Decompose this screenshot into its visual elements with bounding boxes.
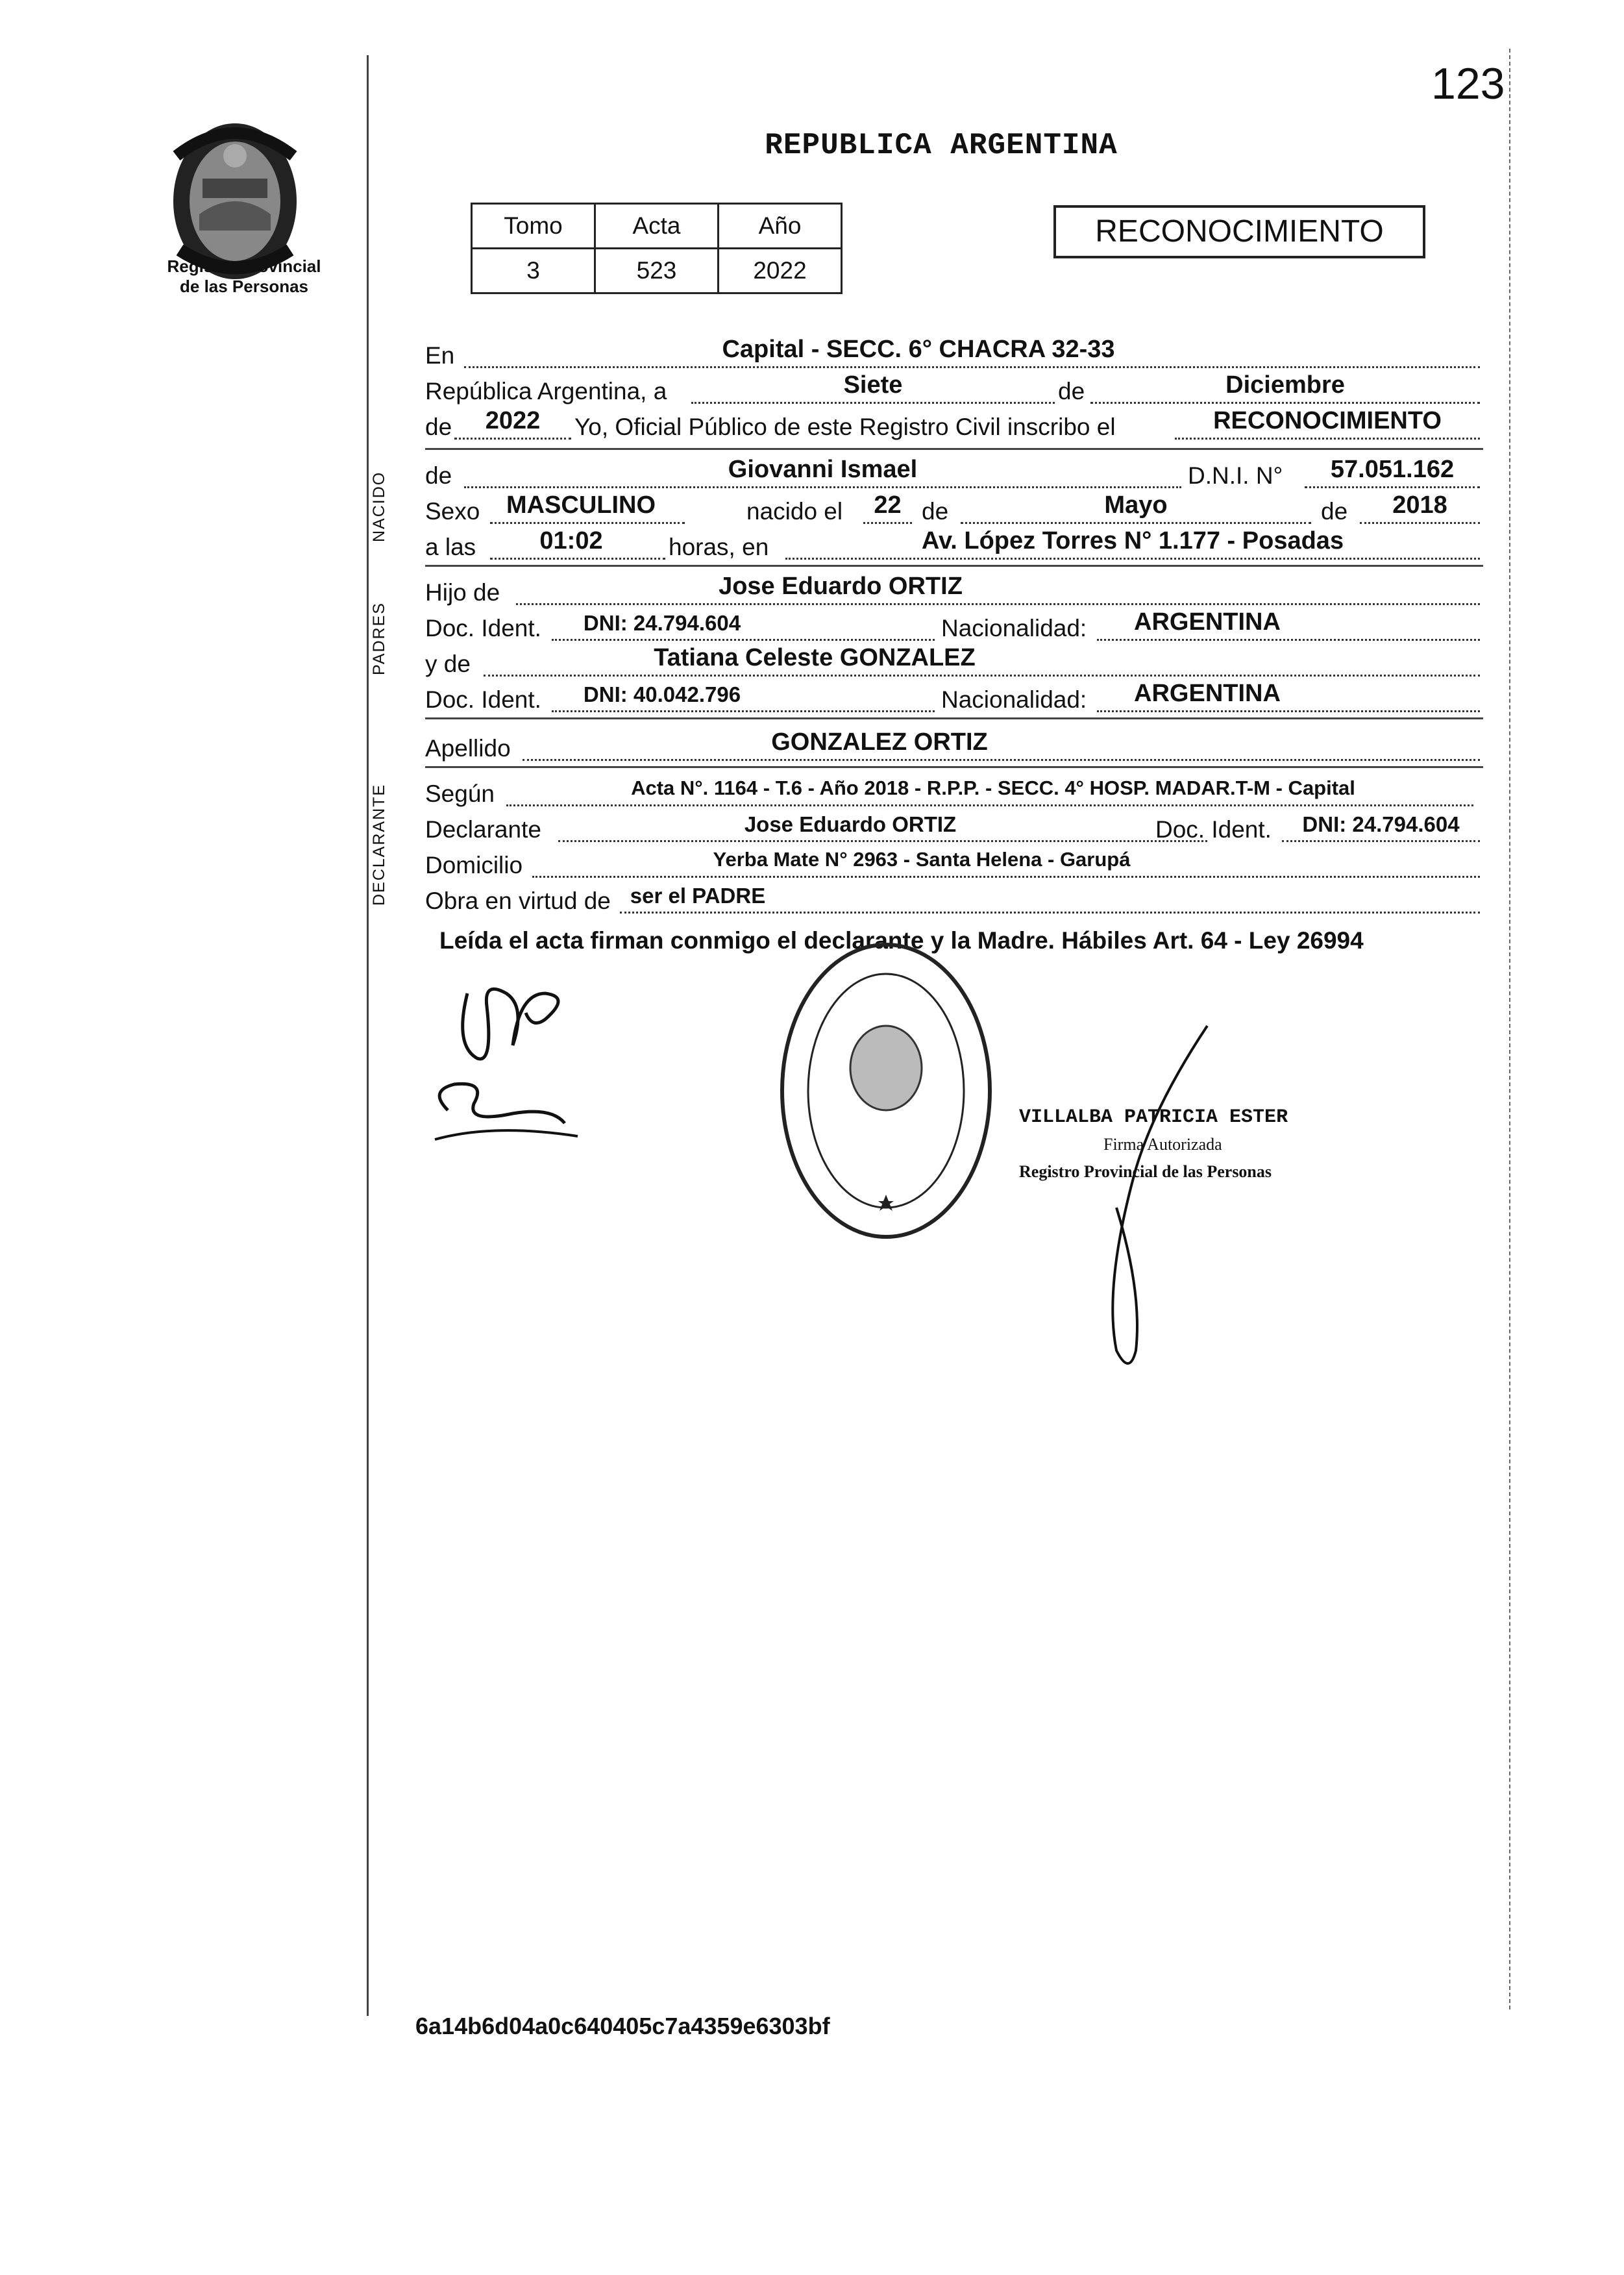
officer-role: Firma Autorizada	[1103, 1135, 1222, 1154]
birth-place-value: Av. López Torres N° 1.177 - Posadas	[921, 527, 1344, 554]
apellido-label: Apellido	[425, 735, 511, 762]
document-hash: 6a14b6d04a0c640405c7a4359e6303bf	[415, 2013, 830, 2039]
tomo-header: Tomo	[472, 204, 595, 249]
a-las-label: a las	[425, 534, 476, 560]
dots	[1175, 438, 1480, 440]
dni-label: D.N.I. N°	[1188, 462, 1283, 489]
sexo-value: MASCULINO	[506, 491, 656, 519]
registry-caption	[147, 256, 341, 297]
row-child-name	[425, 454, 1480, 491]
dots	[1305, 486, 1480, 488]
dots	[558, 840, 1207, 842]
acta-value: 523	[595, 249, 719, 293]
de-label: de	[1321, 498, 1348, 525]
domicilio-label: Domicilio	[425, 852, 523, 878]
dots	[490, 522, 685, 524]
row-declarante	[425, 808, 1480, 845]
nacionalidad-label: Nacionalidad:	[941, 615, 1087, 641]
reference-value-row	[472, 249, 842, 293]
document-type-box: RECONOCIMIENTO	[1053, 205, 1425, 258]
dots	[532, 876, 1480, 878]
declarante-label: Declarante	[425, 816, 541, 843]
section-divider	[425, 717, 1483, 719]
doc-ident-label: Doc. Ident.	[425, 686, 541, 713]
registry-line2: de las Personas	[180, 277, 308, 296]
sexo-label: Sexo	[425, 498, 480, 525]
dots	[620, 912, 1480, 914]
section-divider	[425, 565, 1483, 567]
obra-label: Obra en virtud de	[425, 888, 611, 914]
row-sex-birth	[425, 490, 1480, 527]
segun-value: Acta N°. 1164 - T.6 - Año 2018 - R.P.P. - SECC. 4° HOSP. MADAR.T-M - Capital	[631, 777, 1355, 799]
doc-ident-label: Doc. Ident.	[425, 615, 541, 641]
day-value: Siete	[843, 371, 903, 399]
birth-day-value: 22	[874, 491, 902, 519]
acta-header: Acta	[595, 204, 719, 249]
obra-value: ser el PADRE	[630, 884, 766, 908]
mother-name-value: Tatiana Celeste GONZALEZ	[654, 644, 976, 671]
row-mother	[425, 643, 1480, 679]
row-surname	[425, 727, 1480, 764]
row-act	[425, 406, 1480, 442]
dots	[785, 558, 1480, 560]
hijo-label: Hijo de	[425, 579, 500, 606]
dots	[464, 486, 1181, 488]
row-place	[425, 334, 1480, 371]
anio-header: Año	[719, 204, 842, 249]
dots	[506, 804, 1473, 806]
official-stamp	[776, 938, 996, 1243]
mother-nationality-value: ARGENTINA	[1134, 680, 1281, 707]
doc-ident-label: Doc. Ident.	[1155, 816, 1272, 843]
segun-label: Según	[425, 780, 495, 807]
child-dni-value: 57.051.162	[1330, 456, 1455, 483]
dots	[961, 522, 1311, 524]
father-doc-value: DNI: 24.794.604	[583, 611, 741, 635]
officer-name: VILLALBA PATRICIA ESTER	[1019, 1106, 1288, 1128]
reference-header-row	[472, 204, 842, 249]
closing-statement: Leída el acta firman conmigo el declarante y la Madre. Hábiles Art. 64 - Ley 26994	[439, 927, 1364, 954]
dots	[863, 522, 912, 524]
yo-label: Yo, Oficial Público de este Registro Civil inscribo el	[574, 414, 1116, 440]
row-domicilio	[425, 844, 1480, 880]
surname-value: GONZALEZ ORTIZ	[771, 728, 988, 756]
page-number: 123	[1431, 59, 1505, 108]
year-value: 2022	[485, 407, 541, 434]
act-value: RECONOCIMIENTO	[1213, 407, 1442, 434]
nacionalidad-label: Nacionalidad:	[941, 686, 1087, 713]
en-label: En	[425, 342, 455, 369]
dots	[1282, 840, 1480, 842]
dots	[516, 603, 1480, 605]
dots	[552, 639, 935, 641]
row-mother-doc	[425, 678, 1480, 715]
dots	[552, 710, 935, 712]
signature-left	[415, 967, 597, 1162]
dots	[523, 759, 1480, 761]
birth-month-value: Mayo	[1104, 491, 1168, 519]
de-label: de	[425, 414, 452, 440]
birth-year-value: 2018	[1392, 491, 1447, 519]
child-name-value: Giovanni Ismael	[728, 456, 918, 483]
domicilio-value: Yerba Mate N° 2963 - Santa Helena - Garupá	[713, 848, 1131, 871]
nacido-section-label: NACIDO	[370, 471, 388, 542]
horas-label: horas, en	[669, 534, 769, 560]
right-margin-line	[1509, 49, 1510, 2009]
padres-section-label: PADRES	[370, 602, 388, 675]
declarante-section-label: DECLARANTE	[370, 783, 388, 906]
time-value: 01:02	[539, 527, 603, 554]
anio-value: 2022	[719, 249, 842, 293]
mother-doc-value: DNI: 40.042.796	[583, 682, 741, 706]
dots	[691, 402, 1055, 404]
declarante-name-value: Jose Eduardo ORTIZ	[744, 812, 957, 836]
tomo-value: 3	[472, 249, 595, 293]
left-margin-line	[367, 55, 369, 2016]
declarante-doc-value: DNI: 24.794.604	[1302, 812, 1460, 836]
section-divider	[425, 766, 1483, 768]
section-divider	[425, 448, 1483, 450]
dots	[1097, 710, 1480, 712]
dots	[454, 438, 571, 440]
document-title: REPUBLICA ARGENTINA	[765, 129, 1118, 162]
y-de-label: y de	[425, 651, 471, 677]
dots	[1090, 402, 1480, 404]
dots	[484, 675, 1480, 677]
dots	[490, 558, 665, 560]
officer-block	[1019, 1104, 1288, 1186]
dots	[1360, 522, 1480, 524]
officer-organization: Registro Provincial de las Personas	[1019, 1162, 1272, 1181]
registry-line1: Registro Provincial	[167, 256, 321, 276]
place-value: Capital - SECC. 6° CHACRA 32-33	[722, 336, 1115, 363]
reference-table	[471, 203, 843, 294]
nacido-label: nacido el	[746, 498, 843, 525]
row-obra	[425, 880, 1480, 916]
father-name-value: Jose Eduardo ORTIZ	[719, 573, 963, 600]
dots	[464, 366, 1480, 368]
month-value: Diciembre	[1225, 371, 1345, 399]
row-date	[425, 370, 1480, 406]
de-label: de	[1058, 378, 1085, 404]
dots	[1097, 639, 1480, 641]
signature-officer	[1064, 1013, 1233, 1376]
row-time-place	[425, 526, 1480, 562]
de-label: de	[425, 462, 452, 489]
row-segun	[425, 773, 1480, 809]
father-nationality-value: ARGENTINA	[1134, 608, 1281, 636]
row-father-doc	[425, 607, 1480, 643]
row-father	[425, 571, 1480, 608]
republica-label: República Argentina, a	[425, 378, 667, 404]
de-label: de	[922, 498, 949, 525]
